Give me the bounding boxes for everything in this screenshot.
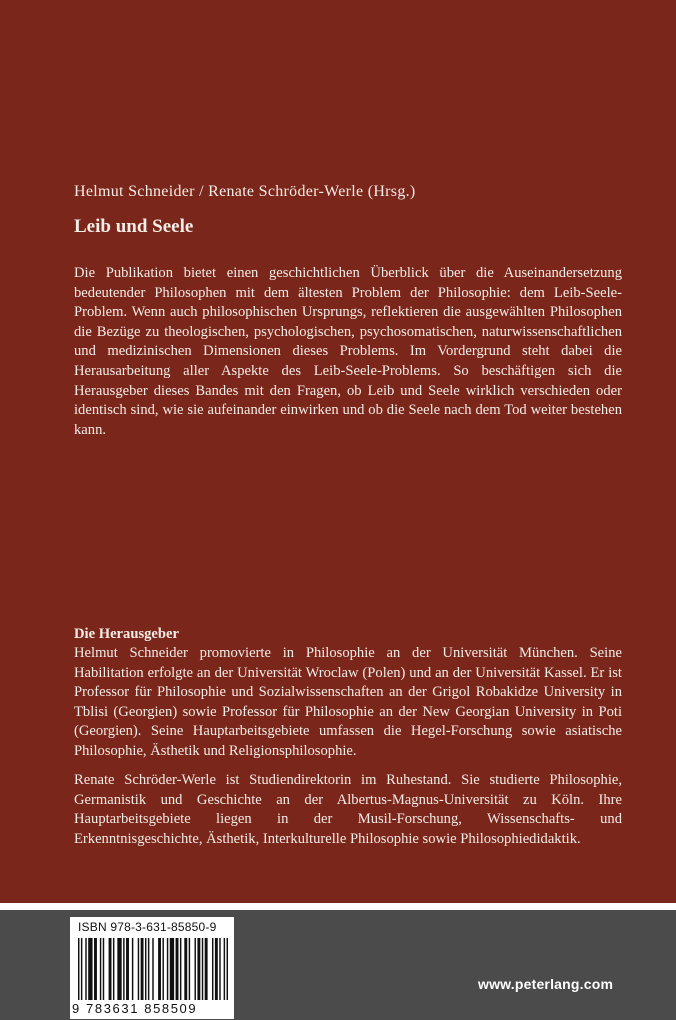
barcode-bar-12 (132, 938, 133, 1000)
editor-bio-schroeder-werle: Renate Schröder-Werle ist Studiendirektorin im Ruhestand. Sie studierte Philosophie, Germanistik und Geschichte an der Albertus-Magnus-Universität zu Köln. Ihre Hauptarbeitsgebiete liegen in der Musil-Forschung, Wissenschafts- und Erkenntnisgeschichte, Ästhetik, Interkulturelle Philosophie sowie Philosophiedidaktik. (74, 772, 622, 847)
barcode-bar-8 (113, 938, 114, 1000)
barcode-bar-33 (224, 938, 225, 1000)
barcode-bar-25 (189, 938, 190, 1000)
barcode-label (70, 917, 234, 1019)
barcode-bar-7 (109, 938, 112, 1000)
barcode-bar-13 (138, 938, 139, 1000)
barcode-bar-15 (145, 938, 146, 1000)
publisher-website: www.peterlang.com (478, 976, 614, 992)
barcode-bar-31 (215, 938, 218, 1000)
editors-heading: Die Herausgeber (74, 626, 179, 642)
barcode-bar-10 (123, 938, 124, 1000)
book-blurb: Die Publikation bietet einen geschichtlichen Überblick über die Auseinandersetzung bedeutender Philosophen mit dem ältesten Problem der Philosophie: dem Leib-Seele-Problem. Wenn auch philosophischen Ursprungs, reflektieren die ausgewählten Philosophen die Bezüge zu theologischen, psychologischen, psychosomatischen, naturwissenschaftlichen und medizinischen Dimensionen dieses Problems. Im Vordergrund steht dabei die Herausarbeitung aller Aspekte des Leib-Seele-Problems. So beschäftigen sich die Herausgeber dieses Bandes mit den Fragen, ob Leib und Seele wirklich verschieden oder identisch sind, wie sie aufeinander einwirken und ob die Seele nach dem Tod weiter bestehen kann. (74, 265, 622, 438)
barcode-bar-9 (117, 938, 121, 1000)
barcode-bar-4 (94, 938, 97, 1000)
barcode-digits: 9 783631 858509 (72, 1001, 198, 1016)
barcode-bar-14 (141, 938, 144, 1000)
barcode-bar-23 (180, 938, 181, 1000)
barcode-bar-16 (148, 938, 149, 1000)
barcode-bar-24 (184, 938, 187, 1000)
isbn-text: ISBN 978-3-631-85850-9 (78, 920, 217, 934)
book-title: Leib und Seele (74, 216, 194, 237)
footer-divider (0, 903, 676, 910)
barcode-bar-29 (205, 938, 208, 1000)
barcode-bar-6 (103, 938, 104, 1000)
barcode-bar-1 (81, 938, 82, 1000)
barcode-bar-3 (88, 938, 92, 1000)
barcode-bar-2 (85, 938, 86, 1000)
barcode-bar-28 (202, 938, 203, 1000)
barcode-bar-34 (227, 938, 228, 1000)
barcode-bars (78, 938, 228, 1000)
editor-bio-schneider: Helmut Schneider promovierte in Philosophie an der Universität München. Seine Habilitation erfolgte an der Universität Wroclaw (Polen) und an der Universität Kassel. Er ist Professor für Philosophie und Sozialwissenschaften an der Grigol Robakidze University in Tblisi (Georgien) sowie Professor für Philosophie an der New Georgian University in Poti (Georgien). Seine Hauptarbeitsgebiete umfassen die Hegel-Forschung sowie asiatische Philosophie, Ästhetik und Religionsphilosophie. (74, 645, 622, 759)
barcode-bar-21 (170, 938, 174, 1000)
barcode-bar-26 (195, 938, 196, 1000)
barcode-bar-30 (212, 938, 213, 1000)
barcode-bar-32 (219, 938, 220, 1000)
barcode-bar-5 (100, 938, 101, 1000)
barcode-bar-0 (78, 938, 79, 1000)
barcode-bar-27 (197, 938, 200, 1000)
book-authors: Helmut Schneider / Renate Schröder-Werle (Hrsg.) (74, 183, 416, 200)
barcode-bar-19 (162, 938, 163, 1000)
barcode-bar-17 (152, 938, 153, 1000)
barcode-bar-11 (126, 938, 129, 1000)
barcode-bar-20 (167, 938, 168, 1000)
barcode-bar-18 (158, 938, 161, 1000)
barcode-bar-22 (176, 938, 179, 1000)
